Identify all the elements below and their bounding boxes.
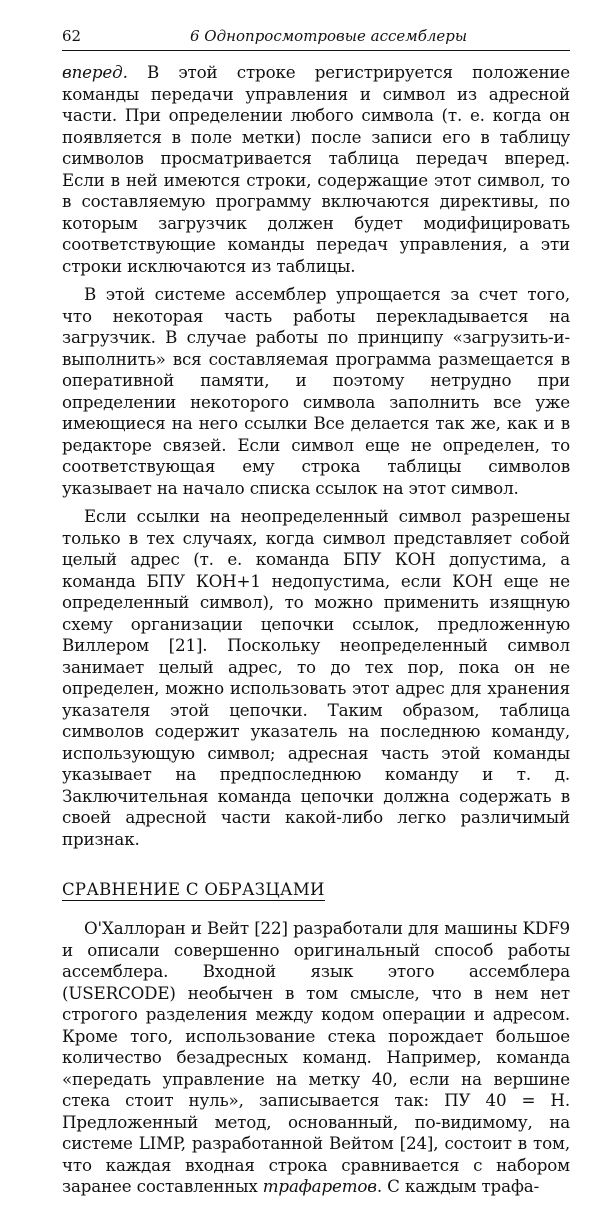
paragraph-3: Если ссылки на неопределенный символ разрешены только в тех случаях, когда символ представляет собой целый адрес (т. е. команда БПУ КОН допустима, а команда БПУ КОН+1 недопустима, если КОН еще не определенный символ), то можно применить изящную схему организации цепочки ссылок, предложенную Виллером [21]. Поскольку неопределенный символ занимает целый адрес, то до тех пор, пока он не определен, можно использовать этот адрес для хранения указателя этой цепочки. Таким образом, таблица символов содержит указатель на последнюю команду, использующую символ; адресная часть этой команды указывает на предпоследнюю команду и т. д. Заключительная команда цепочки должна содержать в своей адресной части какой-либо легко различимый признак. [62, 506, 570, 849]
paragraph-4 [62, 918, 570, 1198]
running-title: 6 Однопросмотровые ассемблеры [190, 27, 468, 45]
section-heading-text: СРАВНЕНИЕ С ОБРАЗЦАМИ [62, 880, 325, 899]
paragraph-4-tail: . С каждым трафа- [376, 1176, 540, 1196]
paragraph-1-lead-italic: вперед. [62, 62, 128, 82]
paragraph-4-text: О'Халлоран и Вейт [22] разработали для машины KDF9 и описали совершенно оригинальный способ работы ассемблера. Входной язык этого ассемблера (USERCODE) необычен в том смысле, что в нем нет строгого разделения между кодом операции и адресом. Кроме того, использование стека порождает большое количество безадресных команд. Например, команда «передать управление на метку 40, если на вершине стека стоит нуль», записывается так: ПУ 40 = Н. Предложенный метод, основанный, по-видимому, на системе LIMP, разработанной Вейтом [24], состоит в том, что каждая входная строка сравнивается с набором заранее составленных [62, 918, 570, 1196]
paragraph-1-text: В этой строке регистрируется положение команды передачи управления и символ из адресной части. При определении любого символа (т. е. когда он появляется в поле метки) после записи его в таблицу символов просматривается таблица передач вперед. Если в ней имеются строки, содержащие этот символ, то в составляемую программу включаются директивы, по которым загрузчик должен будет модифицировать соответствующие команды передач управления, а эти строки исключаются из таблицы. [62, 62, 570, 276]
section-heading [62, 878, 570, 902]
page-number: 62 [62, 27, 82, 45]
paragraph-1 [62, 62, 570, 277]
paragraph-2: В этой системе ассемблер упрощается за счет того, что некоторая часть работы перекладывается на загрузчик. В случае работы по принципу «загрузить-и-выполнить» вся составляемая программа размещается в оперативной памяти, и поэтому нетрудно при определении некоторого символа заполнить все уже имеющиеся на него ссылки Все делается так же, как и в редакторе связей. Если символ еще не определен, то соответствующая ему строка таблицы символов указывает на начало списка ссылок на этот символ. [62, 284, 570, 498]
paragraph-4-italic: трафаретов [262, 1176, 377, 1196]
page-header [62, 22, 570, 51]
body-text [62, 62, 570, 1205]
